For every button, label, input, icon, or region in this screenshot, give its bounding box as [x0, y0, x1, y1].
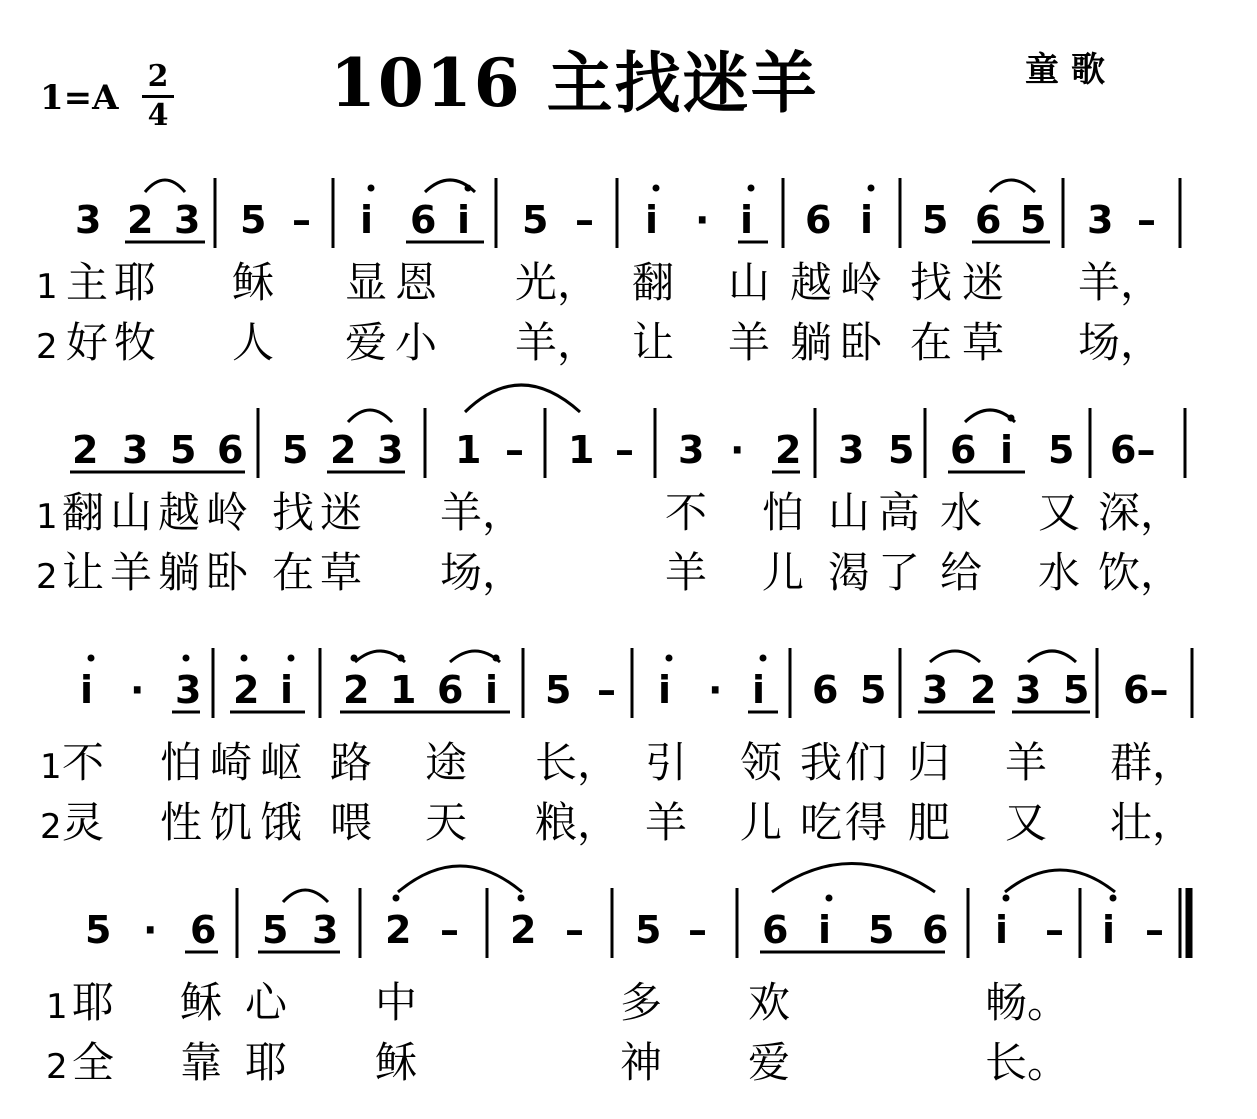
lyric: 山 [828, 488, 871, 537]
note: 2 [72, 428, 99, 472]
lyric: 耶 [114, 258, 157, 307]
octave-dot [398, 655, 405, 662]
note: 5 [635, 908, 662, 952]
lyric: 喂 [330, 798, 373, 847]
lyric: 光， [515, 258, 600, 307]
note: 3 [174, 198, 201, 242]
slur [1028, 651, 1076, 662]
lyric: 靠 [180, 1038, 223, 1087]
octave-dot [760, 655, 767, 662]
note: 5 [85, 908, 112, 952]
note: 6 [437, 668, 464, 712]
lyric: 路 [330, 738, 373, 787]
octave-dot [351, 655, 358, 662]
octave-dot [666, 655, 673, 662]
note: 5 [282, 428, 309, 472]
lyric: 草 [962, 318, 1005, 367]
octave-dot [1110, 895, 1117, 902]
lyric: 迷 [962, 258, 1005, 307]
lyric: 越 [790, 258, 833, 307]
lyric: 壮， [1110, 798, 1195, 847]
note: 1 [568, 428, 595, 472]
lyric: 岭 [840, 258, 883, 307]
lyric: 羊 [728, 318, 771, 367]
octave-dot [368, 185, 375, 192]
lyric: 羊， [515, 318, 600, 367]
lyric: 中 [375, 978, 418, 1027]
octave-dot [748, 185, 755, 192]
note: 3 [1015, 668, 1042, 712]
note: 5 [545, 668, 572, 712]
lyric: 稣 [180, 978, 223, 1027]
slur [145, 180, 185, 192]
lyric: 我 [800, 738, 843, 787]
lyric: 水 [1038, 548, 1081, 597]
note: 5 [860, 668, 887, 712]
note: i [995, 908, 1009, 952]
slur [355, 651, 405, 662]
lyric: 灵 [62, 798, 105, 847]
note: 6 [812, 668, 839, 712]
lyric: 恩 [395, 258, 438, 307]
note: 3 [75, 198, 102, 242]
note: 6 [217, 428, 244, 472]
lyric: 渴 [828, 548, 871, 597]
lyric: 好 [66, 318, 109, 367]
octave-dot [241, 655, 248, 662]
note: 6 [190, 908, 217, 952]
lyric: 草 [320, 548, 363, 597]
lyric: 深， [1098, 488, 1183, 537]
slur [398, 866, 522, 892]
lyric: 怕 [762, 488, 805, 537]
lyric: 高 [878, 488, 921, 537]
note: 6 [762, 908, 789, 952]
lyric: 爱 [345, 318, 388, 367]
lyric: 吃 [800, 798, 843, 847]
note: – [440, 908, 459, 952]
lyric: 耶 [245, 1038, 288, 1087]
octave-dot [1008, 415, 1015, 422]
note: 2 [343, 668, 370, 712]
note: 2 [233, 668, 260, 712]
lyric: 了 [878, 548, 921, 597]
note: i [457, 198, 471, 242]
note: 5 [240, 198, 267, 242]
note: 5 [522, 198, 549, 242]
lyric: 羊 [645, 798, 688, 847]
note: – [292, 198, 311, 242]
lyric: 卧 [840, 318, 883, 367]
lyric: 找 [910, 258, 953, 307]
lyric: 引 [645, 738, 688, 787]
slur [348, 410, 392, 422]
lyric: 们 [845, 738, 888, 787]
note: 3 [175, 668, 202, 712]
lyric: 饥 [210, 798, 253, 847]
note: 6 [410, 198, 437, 242]
lyric: 迷 [320, 488, 363, 537]
lyric: 卧 [206, 548, 249, 597]
note: i [860, 198, 874, 242]
octave-dot [393, 895, 400, 902]
lyric: 全 [72, 1038, 115, 1087]
lyric: 羊， [440, 488, 525, 537]
octave-dot [493, 655, 500, 662]
note: – [688, 908, 707, 952]
note: – [505, 428, 524, 472]
note: 5 [1063, 668, 1090, 712]
lyric: 牧 [114, 318, 157, 367]
lyric: 场， [440, 548, 525, 597]
lyric: 让 [62, 548, 105, 597]
note: 3 [312, 908, 339, 952]
lyric: 岖 [260, 738, 303, 787]
note: i [740, 198, 754, 242]
slur [965, 410, 1015, 422]
verse-number: 2 [46, 1047, 68, 1087]
lyric: 躺 [158, 548, 201, 597]
verse-number: 1 [40, 747, 62, 787]
lyric: 饮， [1098, 548, 1183, 597]
note: 6 [922, 908, 949, 952]
lyric: 又 [1005, 798, 1048, 847]
lyric: 领 [740, 738, 783, 787]
note: 2 [970, 668, 997, 712]
lyric: 神 [620, 1038, 663, 1087]
note: i [1000, 428, 1014, 472]
lyric: 不 [62, 738, 105, 787]
lyric: 翻 [62, 488, 105, 537]
note: 1 [455, 428, 482, 472]
note: 5 [868, 908, 895, 952]
song-title: 1016 主找迷羊 [330, 44, 819, 122]
lyric: 又 [1038, 488, 1081, 537]
lyric: 不 [665, 488, 708, 537]
note: 2 [775, 428, 802, 472]
lyric: 天 [425, 798, 468, 847]
lyric: 稣 [232, 258, 275, 307]
lyric: 水 [940, 488, 983, 537]
note: 3 [678, 428, 705, 472]
note: · [130, 668, 145, 712]
verse-number: 1 [46, 987, 68, 1027]
lyric: 场， [1078, 318, 1163, 367]
note: – [575, 198, 594, 242]
octave-dot [868, 185, 875, 192]
note: i [818, 908, 832, 952]
lyric: 崎 [210, 738, 253, 787]
octave-dot [288, 655, 295, 662]
note: – [1145, 908, 1164, 952]
note: – [1137, 198, 1156, 242]
key-signature: 1=A [40, 78, 119, 118]
lyric: 性 [160, 798, 203, 847]
note: 5 [1048, 428, 1075, 472]
lyric: 儿 [762, 548, 805, 597]
lyric: 多 [620, 978, 663, 1027]
lyric: 长。 [985, 1038, 1070, 1087]
lyric: 归 [908, 738, 951, 787]
note: i [752, 668, 766, 712]
lyric: 越 [158, 488, 201, 537]
lyric: 主 [66, 258, 109, 307]
slur [450, 651, 500, 662]
note: 6 [805, 198, 832, 242]
lyric: 耶 [72, 978, 115, 1027]
lyric: 躺 [790, 318, 833, 367]
lyric: 山 [728, 258, 771, 307]
note: 6 [950, 428, 977, 472]
lyric: 找 [272, 488, 315, 537]
lyric: 欢 [748, 978, 791, 1027]
lyric: 粮， [535, 798, 620, 847]
verse-number: 1 [36, 267, 58, 307]
lyric: 肥 [908, 798, 951, 847]
note: 6– [1123, 668, 1169, 712]
lyric: 小 [395, 318, 438, 367]
note: 2 [385, 908, 412, 952]
lyric: 途 [425, 738, 468, 787]
slur [465, 385, 580, 412]
note: 5 [262, 908, 289, 952]
slur [990, 180, 1035, 192]
note: 5 [888, 428, 915, 472]
lyric: 羊 [665, 548, 708, 597]
note: 3 [122, 428, 149, 472]
note: – [565, 908, 584, 952]
time-numerator: 2 [147, 59, 169, 94]
note: · [730, 428, 745, 472]
lyric: 翻 [632, 258, 675, 307]
verse-number: 1 [36, 497, 58, 537]
verse-number: 2 [36, 557, 58, 597]
note: 3 [922, 668, 949, 712]
note: 2 [330, 428, 357, 472]
note: i [1102, 908, 1116, 952]
note: 3 [838, 428, 865, 472]
slur [930, 651, 980, 662]
lyric: 山 [110, 488, 153, 537]
lyric: 稣 [375, 1038, 418, 1087]
note: i [280, 668, 294, 712]
note: 2 [127, 198, 154, 242]
lyric: 羊， [1078, 258, 1163, 307]
octave-dot [653, 185, 660, 192]
lyric: 岭 [206, 488, 249, 537]
lyric: 在 [272, 548, 315, 597]
note: 2 [510, 908, 537, 952]
verse-number: 2 [36, 327, 58, 367]
lyric: 人 [232, 318, 275, 367]
note: – [615, 428, 634, 472]
lyric: 长， [535, 738, 620, 787]
lyric: 儿 [740, 798, 783, 847]
octave-dot [826, 895, 833, 902]
octave-dot [88, 655, 95, 662]
lyric: 显 [345, 258, 388, 307]
lyric: 怕 [160, 738, 203, 787]
note: i [360, 198, 374, 242]
octave-dot [518, 895, 525, 902]
note: 5 [170, 428, 197, 472]
note: · [708, 668, 723, 712]
note: · [143, 908, 158, 952]
octave-dot [1003, 895, 1010, 902]
slur [283, 890, 328, 902]
lyric: 羊 [110, 548, 153, 597]
note: 6– [1110, 428, 1156, 472]
octave-dot [465, 185, 472, 192]
lyric: 让 [632, 318, 675, 367]
lyric: 羊 [1005, 738, 1048, 787]
note: 3 [1087, 198, 1114, 242]
note: · [695, 198, 710, 242]
note: i [80, 668, 94, 712]
note: 6 [975, 198, 1002, 242]
note: 5 [922, 198, 949, 242]
lyric: 群， [1110, 738, 1195, 787]
verse-number: 2 [40, 807, 62, 847]
octave-dot [183, 655, 190, 662]
note: i [485, 668, 499, 712]
note: 5 [1020, 198, 1047, 242]
lyric: 爱 [748, 1038, 791, 1087]
note: 3 [377, 428, 404, 472]
lyric: 得 [845, 798, 888, 847]
note: i [645, 198, 659, 242]
note: – [597, 668, 616, 712]
slur [1005, 870, 1115, 892]
lyric: 心 [245, 978, 288, 1027]
time-denominator: 4 [147, 98, 169, 133]
note: – [1045, 908, 1064, 952]
lyric: 饿 [260, 798, 303, 847]
lyric: 畅。 [985, 978, 1070, 1027]
lyric: 在 [910, 318, 953, 367]
note: 1 [390, 668, 417, 712]
slur [772, 864, 935, 893]
note: i [658, 668, 672, 712]
song-style: 童歌 [1025, 50, 1117, 90]
lyric: 给 [940, 548, 983, 597]
